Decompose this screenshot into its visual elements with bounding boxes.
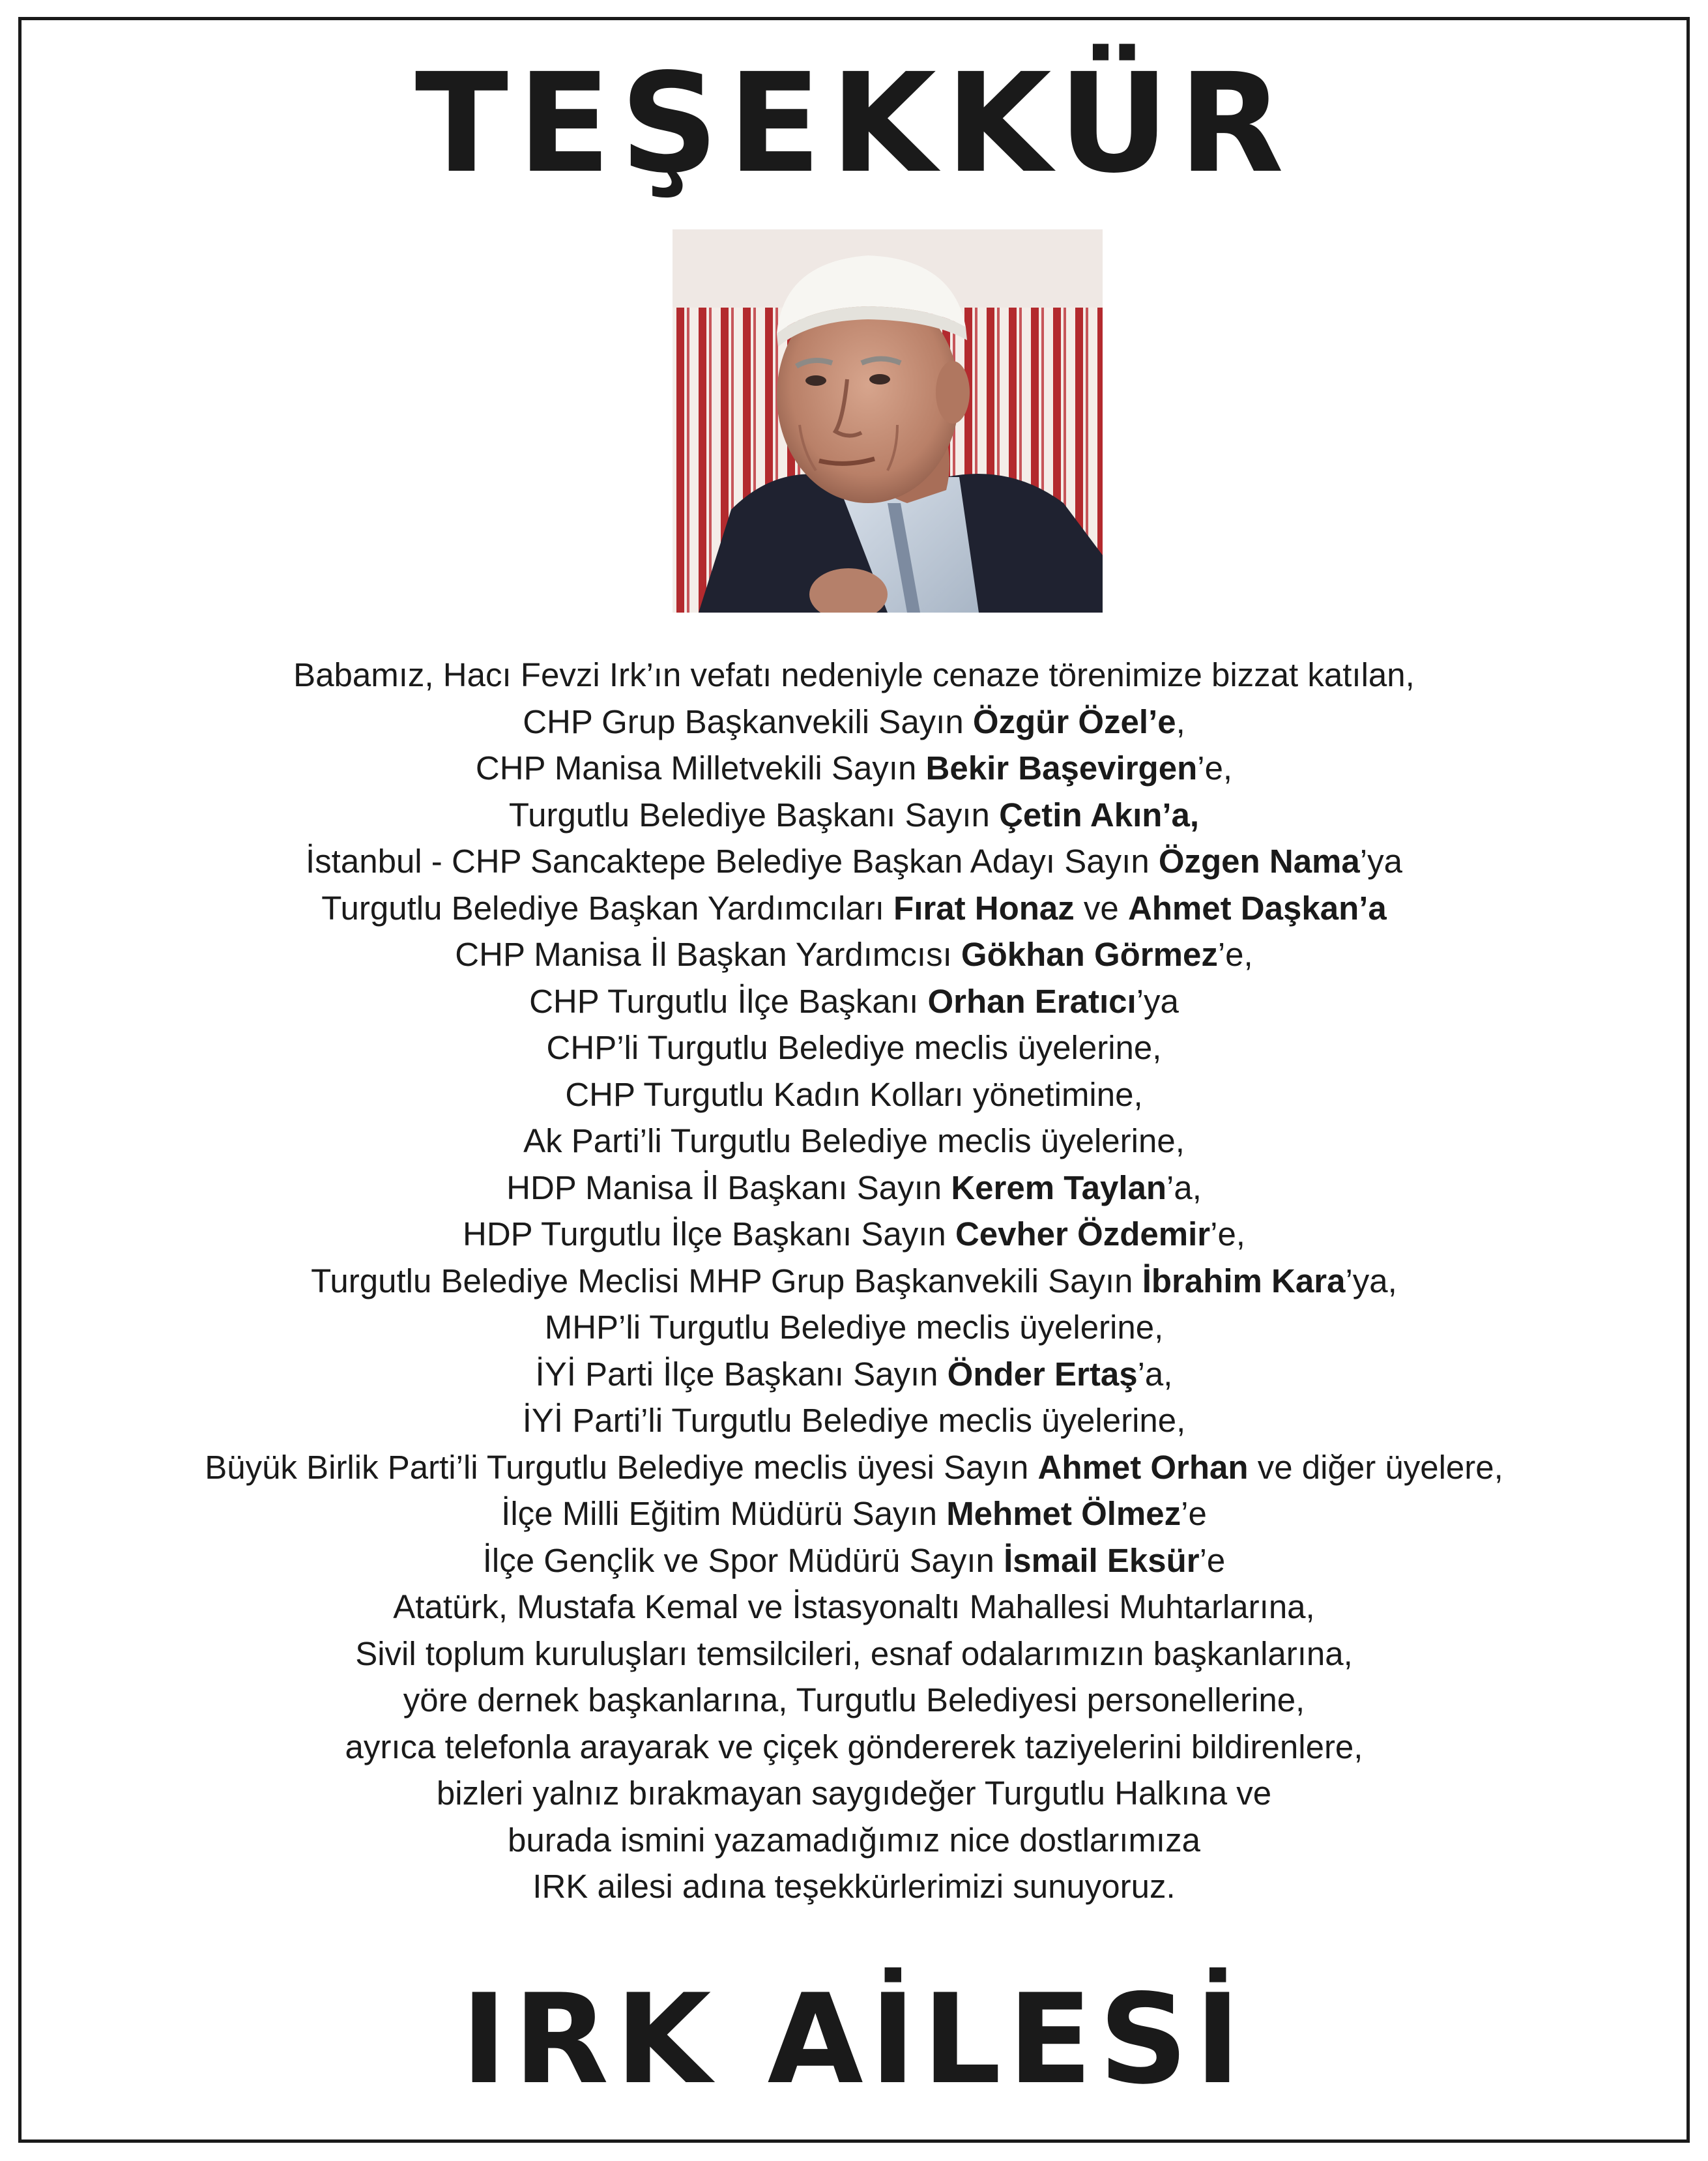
message-text: ’a,: [1166, 1168, 1202, 1206]
message-line: [39, 1304, 1669, 1351]
honoree-name: Orhan Eratıcı: [927, 982, 1136, 1020]
message-line: [39, 1444, 1669, 1491]
message-line: [39, 1863, 1669, 1910]
message-line: [39, 838, 1669, 885]
message-text: ,: [1176, 703, 1185, 740]
message-line: [39, 1817, 1669, 1864]
message-line: [39, 1537, 1669, 1584]
message-text: Büyük Birlik Parti’li Turgutlu Belediye meclis üyesi Sayın: [205, 1448, 1038, 1486]
honoree-name: Özgen Nama: [1158, 843, 1360, 880]
honoree-name: Çetin Akın’a,: [999, 796, 1200, 834]
honoree-name: İbrahim Kara: [1142, 1262, 1346, 1299]
portrait-photo: [673, 229, 1103, 613]
message-text: bizleri yalnız bırakmayan saygıdeğer Turgutlu Halkına ve: [436, 1775, 1272, 1812]
message-line: [39, 1165, 1669, 1211]
page-title: TEŞEKKÜR: [414, 44, 1294, 203]
message-text: ’a,: [1137, 1355, 1173, 1393]
message-line: [39, 792, 1669, 839]
message-text: İYİ Parti’li Turgutlu Belediye meclis üyelerine,: [522, 1402, 1186, 1439]
message-text: CHP Turgutlu İlçe Başkanı: [529, 982, 928, 1020]
message-text: İlçe Milli Eğitim Müdürü Sayın: [501, 1495, 947, 1532]
message-line: [39, 1211, 1669, 1258]
message-text: ’ya: [1136, 982, 1179, 1020]
message-text: ’ya: [1359, 843, 1402, 880]
message-text: ’e: [1199, 1541, 1226, 1579]
message-line: [39, 978, 1669, 1025]
honoree-name: Cevher Özdemir: [955, 1215, 1211, 1253]
honoree-name: Ahmet Orhan: [1037, 1448, 1249, 1486]
honoree-name: Gökhan Görmez: [961, 936, 1218, 973]
message-text: burada ismini yazamadığımız nice dostlarımıza: [508, 1821, 1200, 1859]
message-line: [39, 1677, 1669, 1724]
message-text: yöre dernek başkanlarına, Turgutlu Belediyesi personellerine,: [403, 1681, 1305, 1719]
message-text: İstanbul - CHP Sancaktepe Belediye Başkan Adayı Sayın: [306, 843, 1159, 880]
message-text: MHP’li Turgutlu Belediye meclis üyelerine,: [544, 1309, 1164, 1346]
message-text: CHP Manisa İl Başkan Yardımcısı: [455, 936, 961, 973]
message-line: [39, 699, 1669, 746]
message-line: [39, 1118, 1669, 1165]
message-line: [39, 931, 1669, 978]
message-line: [39, 1258, 1669, 1305]
message-line: [39, 652, 1669, 699]
message-text: İYİ Parti İlçe Başkanı Sayın: [535, 1355, 948, 1393]
message-text: Turgutlu Belediye Başkan Yardımcıları: [321, 889, 894, 927]
message-line: [39, 1770, 1669, 1817]
message-text: ’ya,: [1345, 1262, 1397, 1299]
message-text: HDP Turgutlu İlçe Başkanı Sayın: [463, 1215, 955, 1253]
message-text: Atatürk, Mustafa Kemal ve İstasyonaltı Mahallesi Muhtarlarına,: [393, 1588, 1315, 1625]
honoree-name: Fırat Honaz: [893, 889, 1075, 927]
message-text: CHP Manisa Milletvekili Sayın: [475, 749, 926, 787]
honoree-name: Ahmet Daşkan’a: [1127, 889, 1387, 927]
honoree-name: Önder Ertaş: [947, 1355, 1138, 1393]
message-text: Ak Parti’li Turgutlu Belediye meclis üyelerine,: [523, 1122, 1185, 1159]
message-text: Babamız, Hacı Fevzi Irk’ın vefatı nedeniyle cenaze törenimize bizzat katılan,: [293, 656, 1415, 693]
message-text: CHP Turgutlu Kadın Kolları yönetimine,: [565, 1075, 1143, 1113]
message-text: ve: [1074, 889, 1128, 927]
message-text: ’e,: [1210, 1215, 1245, 1253]
honoree-name: İsmail Eksür: [1004, 1541, 1200, 1579]
message-line: [39, 1397, 1669, 1444]
message-line: [39, 745, 1669, 792]
message-line: [39, 1584, 1669, 1631]
family-signature: IRK AİLESİ: [461, 1967, 1247, 2111]
message-text: Sivil toplum kuruluşları temsilcileri, esnaf odalarımızın başkanlarına,: [355, 1634, 1353, 1672]
honoree-name: Bekir Başevirgen: [925, 749, 1198, 787]
message-line: [39, 1490, 1669, 1537]
honoree-name: Mehmet Ölmez: [946, 1495, 1181, 1532]
message-text: HDP Manisa İl Başkanı Sayın: [506, 1168, 951, 1206]
honoree-name: Kerem Taylan: [951, 1168, 1167, 1206]
message-text: Turgutlu Belediye Meclisi MHP Grup Başkanvekili Sayın: [311, 1262, 1142, 1299]
message-line: [39, 1024, 1669, 1071]
honoree-name: Özgür Özel’e: [972, 703, 1176, 740]
message-line: [39, 885, 1669, 932]
message-text: ’e,: [1217, 936, 1253, 973]
message-text: Turgutlu Belediye Başkanı Sayın: [508, 796, 1000, 834]
message-line: [39, 1724, 1669, 1771]
message-text: ayrıca telefonla arayarak ve çiçek göndererek taziyelerini bildirenlere,: [345, 1728, 1363, 1765]
message-text: ve diğer üyelere,: [1248, 1448, 1503, 1486]
message-line: [39, 1351, 1669, 1398]
message-text: İlçe Gençlik ve Spor Müdürü Sayın: [482, 1541, 1004, 1579]
message-text: ’e,: [1197, 749, 1233, 787]
message-text: IRK ailesi adına teşekkürlerimizi sunuyoruz.: [532, 1868, 1176, 1905]
portrait-image: [673, 229, 1103, 613]
message-text: CHP Grup Başkanvekili Sayın: [523, 703, 973, 740]
message-text: CHP’li Turgutlu Belediye meclis üyelerine,: [546, 1029, 1162, 1066]
message-text: ’e: [1181, 1495, 1207, 1532]
thank-you-message: [39, 652, 1669, 1910]
message-line: [39, 1071, 1669, 1118]
message-line: [39, 1631, 1669, 1677]
